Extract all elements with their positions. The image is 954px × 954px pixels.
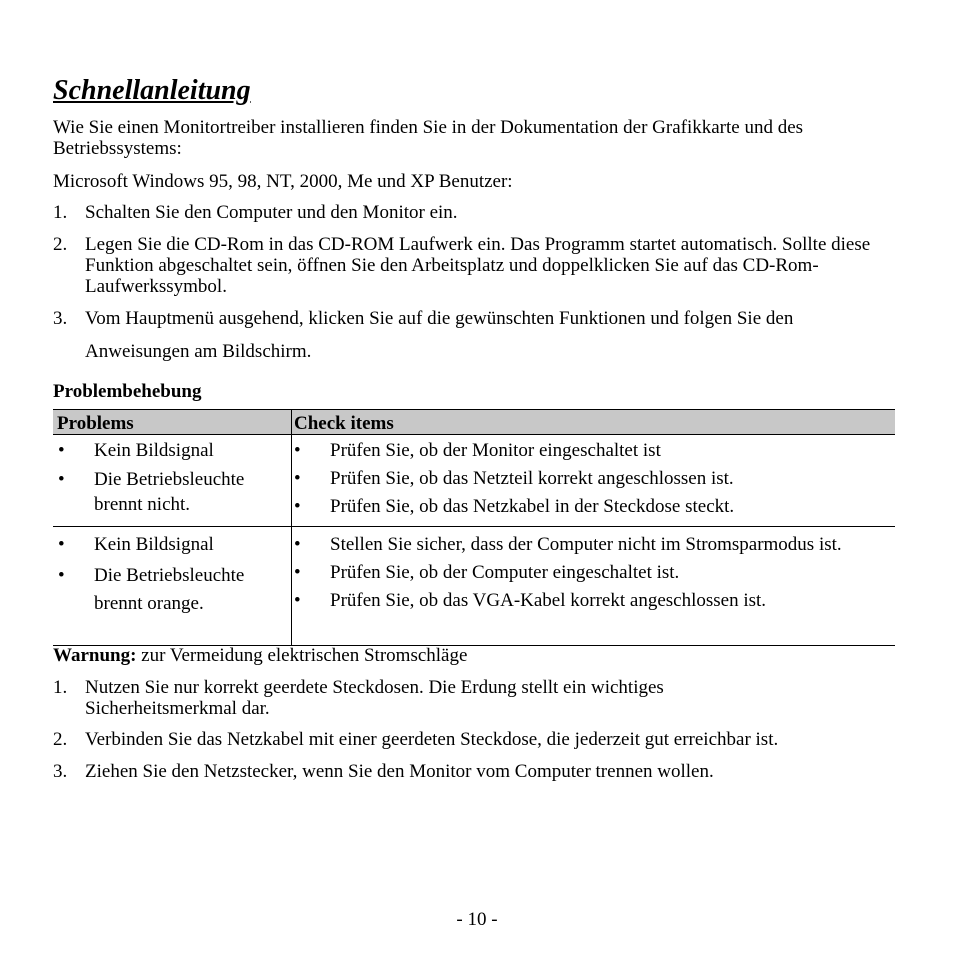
check-text: Prüfen Sie, ob das VGA-Kabel korrekt angeschlossen ist. [330, 590, 767, 611]
checks-cell [292, 527, 896, 646]
check-text: Stellen Sie sicher, dass der Computer nicht im Stromsparmodus ist. [330, 534, 842, 555]
bullet-icon: • [58, 469, 65, 490]
problem-text: Kein Bildsignal [94, 534, 214, 555]
table-header-row [53, 410, 895, 435]
check-text: Prüfen Sie, ob das Netzteil korrekt angeschlossen ist. [330, 468, 734, 489]
troubleshooting-table [53, 409, 895, 646]
list-item [53, 562, 291, 618]
bullet-icon: • [294, 496, 301, 517]
warning-label: Warnung: [53, 645, 137, 666]
bullet-icon: • [294, 590, 301, 611]
list-item [292, 534, 895, 555]
column-header-check-items: Check items [292, 410, 896, 435]
warning-item-text: Verbinden Sie das Netzkabel mit einer geerdeten Steckdose, die jederzeit gut erreichbar ist. [85, 729, 779, 750]
page-number: - 10 - [456, 909, 498, 930]
bullet-icon: • [294, 440, 301, 461]
check-text: Prüfen Sie, ob der Monitor eingeschaltet ist [330, 440, 661, 461]
os-line: Microsoft Windows 95, 98, NT, 2000, Me und XP Benutzer: [53, 171, 513, 192]
bullet-icon: • [294, 534, 301, 555]
warning-text: zur Vermeidung elektrischen Stromschläge [136, 645, 468, 666]
problem-text: Die Betriebsleuchte brennt nicht. [94, 469, 245, 515]
list-item [53, 534, 291, 555]
bullet-icon: • [294, 468, 301, 489]
warning-item-text: Ziehen Sie den Netzstecker, wenn Sie den Monitor vom Computer trennen wollen. [85, 761, 714, 782]
list-item [292, 496, 895, 517]
step-text: Schalten Sie den Computer und den Monitor ein. [85, 202, 458, 223]
list-item [292, 590, 895, 611]
troubleshooting-heading: Problembehebung [53, 381, 202, 402]
step-number: 1. [53, 202, 68, 223]
problem-text: Die Betriebsleuchte brennt orange. [94, 565, 245, 614]
step-text: Vom Hauptmenü ausgehend, klicken Sie auf die gewünschten Funktionen und folgen Sie den [85, 308, 794, 329]
warning-item-text: Nutzen Sie nur korrekt geerdete Steckdosen. Die Erdung stellt ein wichtiges Sicherheitsmerkmal dar. [85, 677, 664, 719]
bullet-icon: • [58, 534, 65, 555]
page-title: Schnellanleitung [53, 75, 251, 106]
step-number: 3. [53, 308, 68, 329]
step-text: Anweisungen am Bildschirm. [85, 341, 312, 362]
step-number: 2. [53, 234, 68, 255]
checks-cell [292, 435, 896, 527]
intro-paragraph: Wie Sie einen Monitortreiber installieren finden Sie in der Dokumentation der Grafikkarte und des Betriebssystems: [53, 117, 804, 159]
warning-line [53, 645, 913, 666]
list-item [292, 468, 895, 489]
check-text: Prüfen Sie, ob das Netzkabel in der Steckdose steckt. [330, 496, 735, 517]
problem-text: Kein Bildsignal [94, 440, 214, 461]
list-item [292, 440, 895, 461]
warning-number: 2. [53, 729, 68, 750]
bullet-icon: • [58, 440, 65, 461]
bullet-icon: • [294, 562, 301, 583]
table-row [53, 435, 895, 527]
list-item [53, 440, 291, 461]
list-item [292, 562, 895, 583]
table-row [53, 527, 895, 646]
problems-cell [53, 527, 292, 646]
column-header-problems: Problems [53, 410, 292, 435]
bullet-icon: • [58, 565, 65, 586]
warning-number: 1. [53, 677, 68, 698]
check-text: Prüfen Sie, ob der Computer eingeschaltet ist. [330, 562, 680, 583]
step-text: Legen Sie die CD-Rom in das CD-ROM Laufwerk ein. Das Programm startet automatisch. Sollte diese Funktion abgeschaltet sein, öffnen Sie den Arbeitsplatz und doppelklicken Sie auf das CD-Rom-Laufwerkssymbol. [85, 234, 871, 297]
list-item [53, 467, 291, 517]
warning-number: 3. [53, 761, 68, 782]
problems-cell [53, 435, 292, 527]
